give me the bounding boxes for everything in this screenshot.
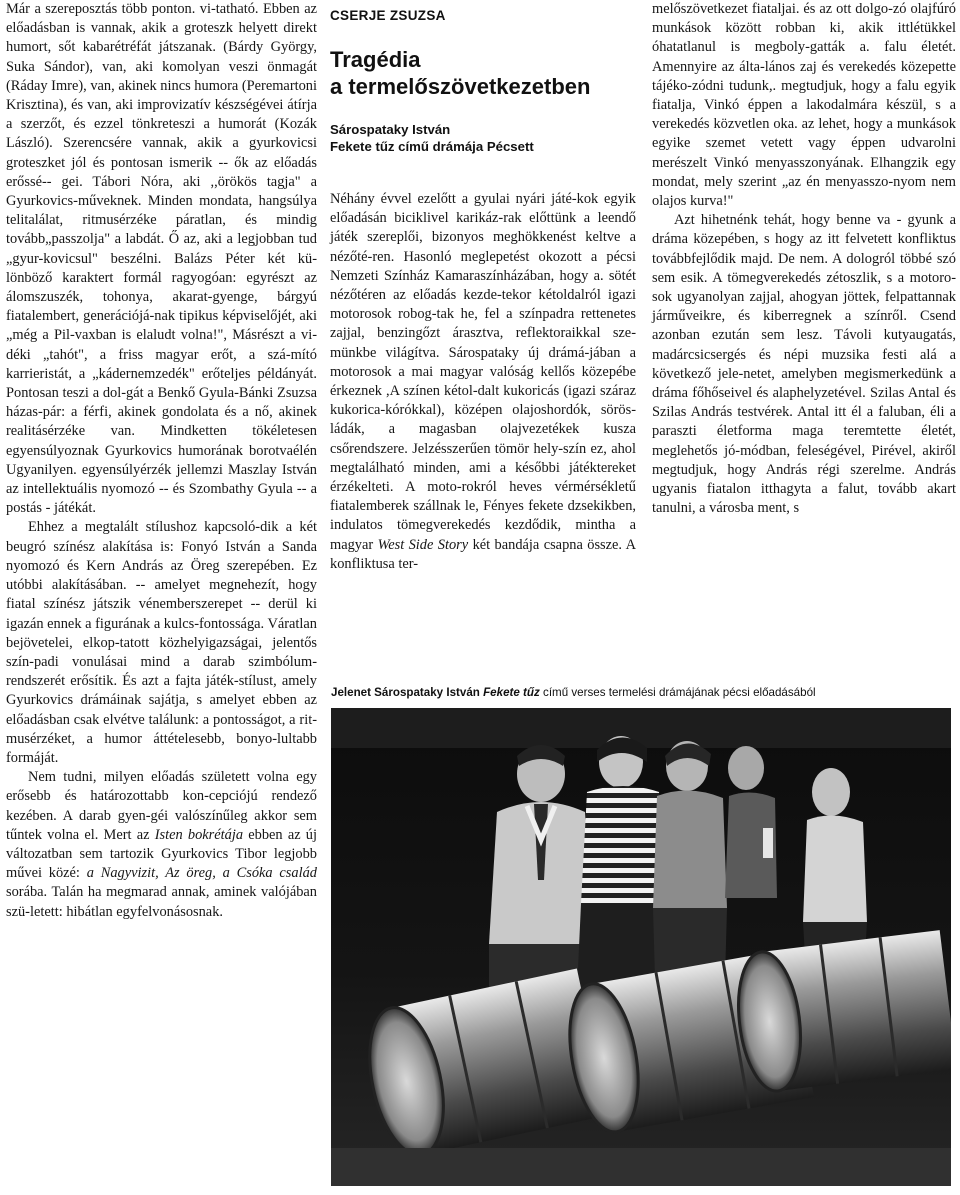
article-subtitle: Sárospataky István Fekete tűz című drámája Pécsett bbox=[330, 122, 534, 154]
article-column-3 bbox=[652, 0, 956, 518]
play-titles: a Nagyvizit, Az öreg, a Csóka család bbox=[86, 865, 317, 882]
article-column-2 bbox=[330, 190, 636, 574]
play-title: Isten bokrétája bbox=[154, 826, 244, 843]
paragraph: Azt hihetnénk tehát, hogy benne va - gyunk a dráma közepében, s hogy az itt felvetett konfliktus továbbfejlődik majd. De nem. A dologról többé szó sem esik. A tömegverekedés zétoszlik, s a motoro-sok ugyanolyan zajjal, ahogyan jöttek, felpattannak járműveikre, és kiberregnek a színről. Csend azonban ezután sem lesz. Távoli kutyaugatás, madárcsicsergés és népi muzsika festi alá a következő jele-netet, amelyben megismerkedünk a dráma főhőseivel és alaphelyzetével. Szilas Antal és Szilas András testvérek. Antal itt él a faluban, éli a paraszti életforma maga teremtette életét, meglehetős jó-módban, feleségével, Pirével, akiről megtudjuk, hogy András régi szerelme. András ugyanis fiatalon itthagyta a falut, tovább akart tanulni, a városba ment, s bbox=[652, 212, 956, 517]
paragraph: Ehhez a megtalált stílushoz kapcsoló-dik a két beugró színész alakítása is: Fonyó István a Sanda nyomozó és Kern András az Öreg szerepében. Ez utóbbi alakításában. -- amelyet megnehezít, hogy fiatal színész játszik vénemberszerepet -- derül ki igazán ennek a figurának a kulcs-fontossága. Váratlan bejövetelei, elkop-tatott közhelyigazságai, jelentős szín-padi vonulásai mind a darab szimbólum-rendszerét erősítik. És azt a fajta játék-stílust, amely Gyurkovics drámáinak sajátja, s amelyet ebben az előadásban csak elvétve találunk: a pontosságot, a rit-musérzéket, a humor áttételesebb, bonyo-lultabb formáját. bbox=[6, 519, 318, 766]
stage-top-strip bbox=[331, 708, 951, 748]
paragraph: melőszövetkezet fiataljai. és az ott dolgo-zó olajfúró munkások között robban ki, akik ittlétükkel óhatatlanul is megboly-gatták a. falu életét. Amennyire az álta-lános zaj és verekedés közepette tájéko-zódni tudunk,. megtudjuk, hogy a falu egyik fiatalja, Vinkó éppen a lakodalmára készül, s a verekedés közvetlen oka. az lehet, hogy a munkások egyike szemet vetett vagy éppen udvarolni merészelt Vinkó menyasszonyának. Elhangzik egy mondat, mely szerint „az én menyasszo-nyom nem olajos kurva!" bbox=[652, 1, 956, 210]
stage-scene-photo bbox=[331, 708, 951, 1186]
paragraph: Nem tudni, milyen előadás született volna egy erősebb és határozottabb kon-cepciójú rendező kezében. A darab gyen-géi valószínűleg akkor sem tűntek volna el. Mert az Isten bokrétája ebben az új változatban sem tartozik Gyurkovics Tibor legjobb művei közé: a Nagyvizit, Az öreg, a Csóka család sorába. Talán ha megmarad annak, aminek valójában szü-letett: hibátlan egyfelvonásosnak. bbox=[6, 769, 317, 920]
article-column-1 bbox=[6, 0, 317, 922]
paragraph: Már a szereposztás több ponton. vi-tatható. Ebben az előadásban is vannak, akik a groteszk helyett direkt humort, sőt kabarétréfát játszanak. (Bárdy György, Suka Sándor), van, aki komolyan veszi önmagát (Ráday Imre), van, akinek nincs humora (Peremartoni Krisztina), és van, aki improvizatív készségévei átírja a szerzőt, és ezzel tönkreteszi a humorát (Kozák László). Szerencsére vannak, akik a gyurkovicsi groteszket jól és pontosan ismerik -- ők az előadás erőssé-- gei. Tábori Nóra, aki ,,örökös tagja" a Gyurkovics-műveknek. Minden mondata, hangsúlya telitalálat, ritmusérzéke páratlan, és mindig tovább„passzolja" a labdát. Ő az, aki a legjobban tud „gyur-kovicsul" beszélni. Balázs Péter két kü-lönböző karaktert formál ragyogóan: egyrészt az álomszuszék, tohonya, akarat-gyenge, bárgyú fiatalembert, generációjá-nak tipikus képviselőjét, aki „még a Pil-vaxban is elaludt volna!", Másrészt a vi-déki „tahót", a friss magyar erőt, a szá-mító karrieristát, a „kádernemzedék" erőteljes példányát. Pontosan teszi a dol-gát a Benkő Gyula-Bánki Zsuzsa házas-pár: a férfi, akinek gondolata és a nő, akinek realitásérzéke van. Mindketten tökéletesen egyensúlyoznak Gyurkovics humorának borotvaélén Ugyanilyen. egyensúlyérzék jellemzi Maszlay István az intellektuális nyomozó -- és Szombathy Gyula -- a postás - játékát. bbox=[6, 1, 317, 517]
article-title: Tragédia a termelőszövetkezetben bbox=[330, 47, 591, 99]
stage-floor bbox=[331, 1148, 951, 1186]
film-title: West Side Story bbox=[377, 536, 469, 553]
photo-caption: Jelenet Sárospataky István Fekete tűz című verses termelési drámájának pécsi előadásából bbox=[331, 686, 816, 699]
author-name: CSERJE ZSUZSA bbox=[330, 8, 446, 23]
paragraph: Néhány évvel ezelőtt a gyulai nyári játé-kok egyik előadásán biciklivel karikáz-rak előttünk a leendő játék szereplői, bizonyos meghökkenést keltve a nézőté-ren. Hasonló meglepetést okozott a pécsi Nemzeti Színház Kamaraszínházában, hogy a. sötét nézőtéren az előadás kezde-tekor kétoldalról igazi motorosok robog-tak he, fel a színpadra rettenetes zajjal, benzingőzt árasztva, reflektoraikkal sze-münkbe világítva. Sárospataky új drámá-jában a motorosok a mai magyar valóság kellős közepébe érkeznek ,A színen kétol-dalt kukoricás (igazi száraz kukorica-kórókkal), középen olajoshordók, sörös-ládák, a magasban olajvezetékek kusza csőrendszere. Jelzésszerűen tömör hely-szín ez, ahol megtalálható minden, ami a későbbi játéktereket érzékelteti. A moto-rokról heves vérmérsékletű fiatalemberek szállnak le, Fényes fekete dzsekikben, indulatos tömegverekedés kezdődik, mintha a magyar West Side Story két bandája csapna össze. A konfliktusa ter- bbox=[330, 191, 637, 572]
